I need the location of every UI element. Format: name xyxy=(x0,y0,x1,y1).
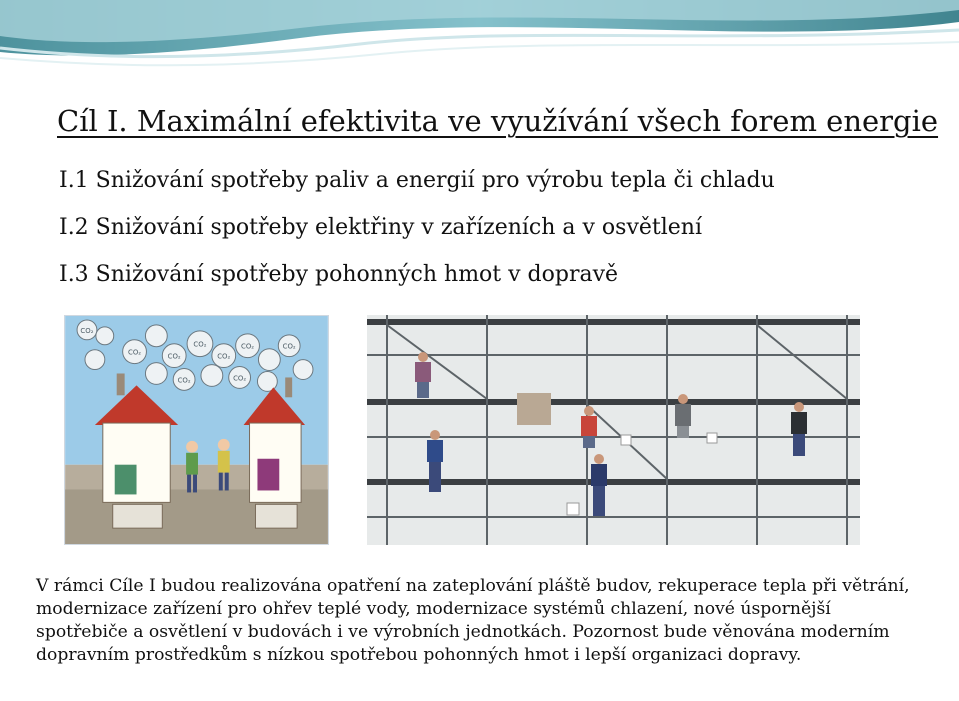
co2-label: CO₂ xyxy=(167,352,181,361)
co2-label: CO₂ xyxy=(282,342,296,351)
co2-label: CO₂ xyxy=(217,352,231,361)
goal-item-2: I.2 Snižování spotřeby elektřiny v zařízeních a v osvětlení xyxy=(59,215,703,240)
goal-item-1: I.1 Snižování spotřeby paliv a energií pro výrobu tepla či chladu xyxy=(59,168,775,193)
slide-title: Cíl I. Maximální efektivita ve využívání všech forem energie xyxy=(57,104,939,138)
co2-label: CO₂ xyxy=(193,340,207,349)
houses-co2-illustration xyxy=(64,315,329,545)
co2-label: CO₂ xyxy=(241,342,255,351)
header-wave-banner xyxy=(0,0,959,72)
co2-label: CO₂ xyxy=(233,374,247,383)
co2-label: CO₂ xyxy=(177,376,191,385)
description-paragraph: V rámci Cíle I budou realizována opatření na zateplování pláště budov, rekuperace tepla při větrání, modernizace zařízení pro ohřev teplé vody, modernizace systémů chlazení, nové úspornější spotřebiče a osvětlení v budovách i ve výrobních jednotkách. Pozornost bude věnována moderním dopravním prostředkům s nízkou spotřebou pohonných hmot i lepší organizaci dopravy. xyxy=(36,576,910,665)
co2-label: CO₂ xyxy=(128,348,142,357)
facade-insulation-photo xyxy=(367,315,860,545)
goal-item-3: I.3 Snižování spotřeby pohonných hmot v dopravě xyxy=(59,262,619,287)
co2-label: CO₂ xyxy=(80,326,94,335)
